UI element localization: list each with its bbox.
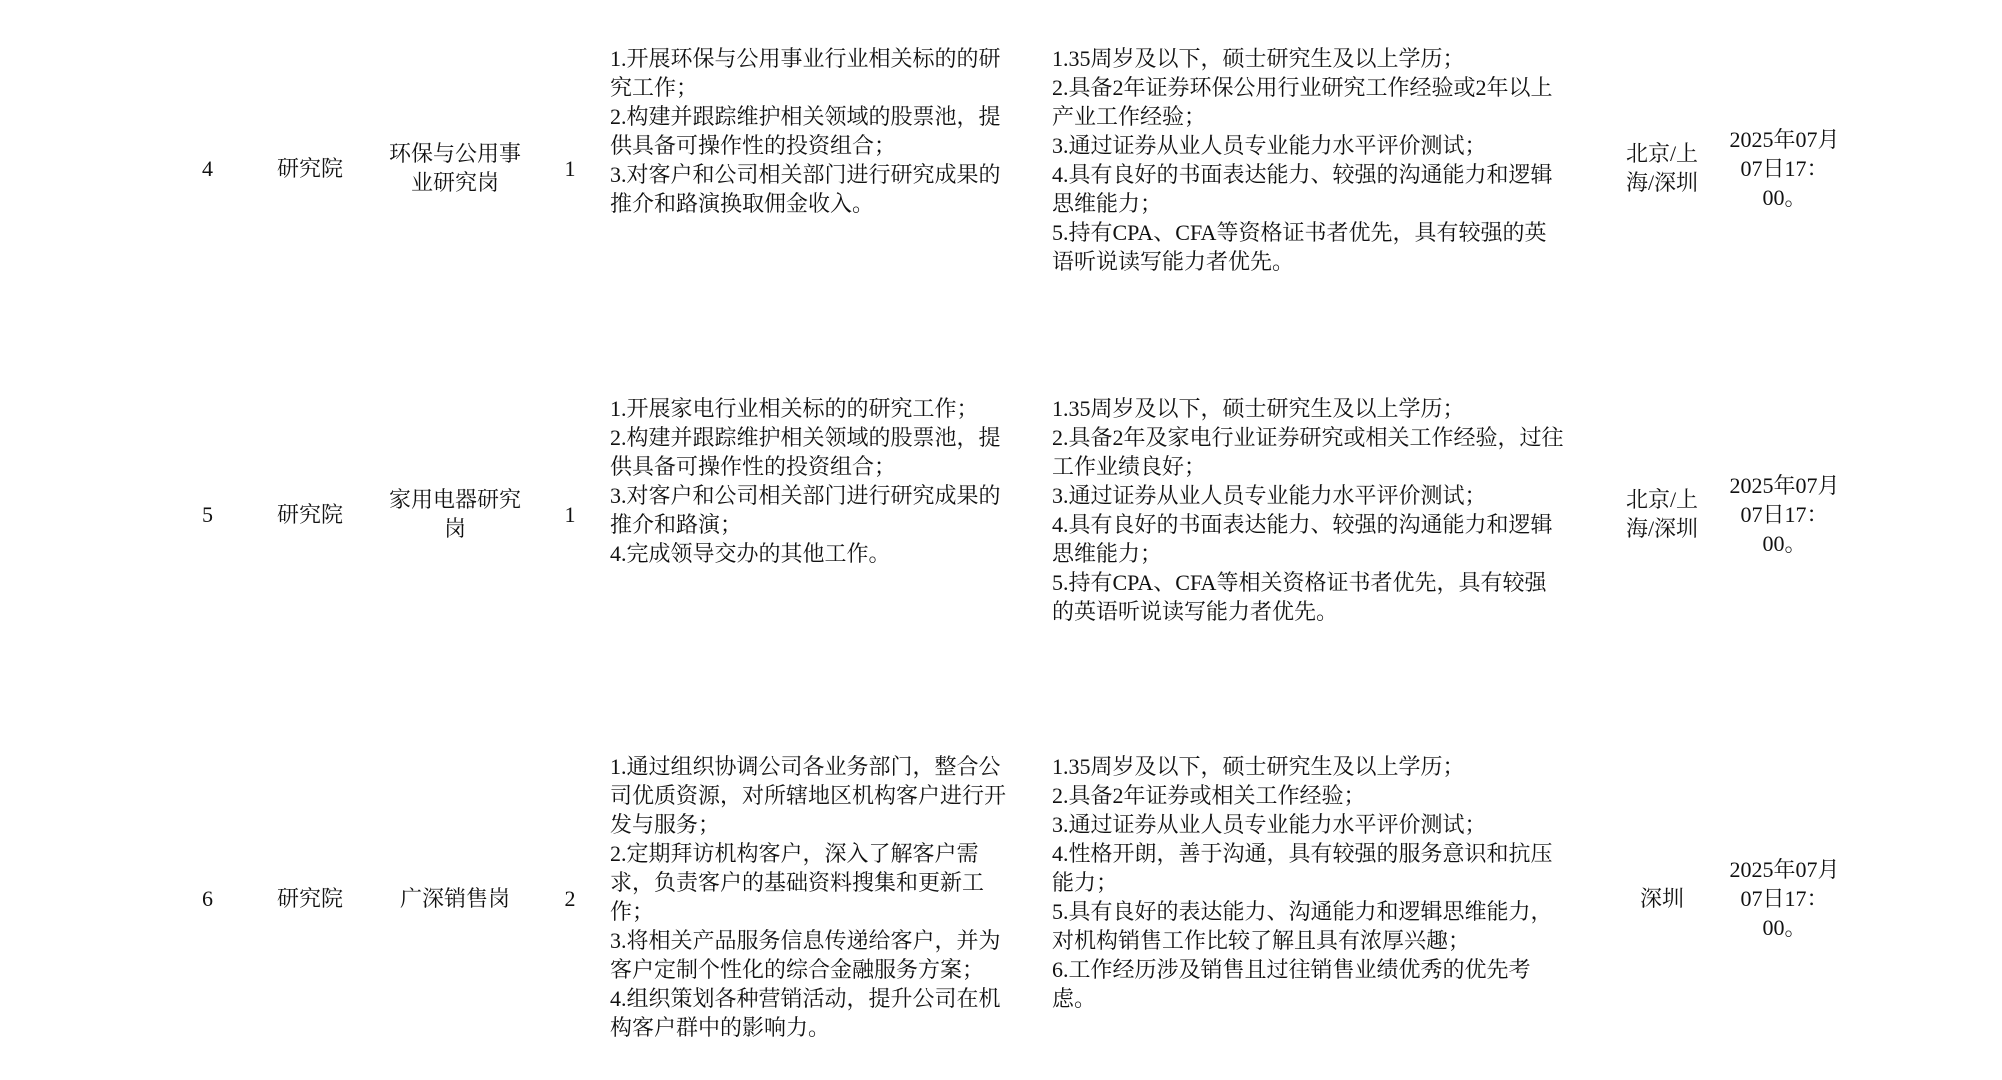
row-number: 5 <box>202 501 213 527</box>
department: 研究院 <box>276 885 343 911</box>
table-row <box>0 752 2002 1044</box>
department: 研究院 <box>276 501 343 527</box>
position-title: 广深销售岗 <box>399 885 510 911</box>
application-deadline: 2025年07月 07日17： 00。 <box>1729 126 1840 210</box>
application-deadline: 2025年07月 07日17： 00。 <box>1729 856 1840 940</box>
job-requirements: 1.35周岁及以下，硕士研究生及以上学历； 2.具备2年及家电行业证券研究或相关工作经验，过往 工作业绩良好； 3.通过证券从业人员专业能力水平评价测试； 4.具有良好的书面表达能力、较强的沟通能力和逻辑 思维能力； 5.持有CPA、CFA等相关资格证书者优先，具有较强 的英语听说读写能力者优先。 <box>1052 396 1564 624</box>
row-number: 6 <box>202 885 213 911</box>
headcount: 1 <box>564 155 576 181</box>
headcount: 1 <box>564 501 576 527</box>
position-title: 环保与公用事 业研究岗 <box>388 141 521 195</box>
position-title: 家用电器研究 岗 <box>388 487 521 541</box>
table-row <box>0 44 2002 292</box>
row-number: 4 <box>202 155 213 181</box>
job-requirements: 1.35周岁及以下，硕士研究生及以上学历； 2.具备2年证券环保公用行业研究工作经验或2年以上 产业工作经验； 3.通过证券从业人员专业能力水平评价测试； 4.具有良好的书面表达能力、较强的沟通能力和逻辑 思维能力； 5.持有CPA、CFA等资格证书者优先，具有较强的英 语听说读写能力者优先。 <box>1052 46 1553 274</box>
application-deadline: 2025年07月 07日17： 00。 <box>1729 472 1840 556</box>
department: 研究院 <box>276 155 343 181</box>
work-location: 北京/上 海/深圳 <box>1625 141 1699 195</box>
table-row <box>0 394 2002 634</box>
work-location: 北京/上 海/深圳 <box>1625 487 1699 541</box>
headcount: 2 <box>564 885 576 911</box>
job-duties: 1.开展家电行业相关标的的研究工作； 2.构建并跟踪维护相关领域的股票池，提 供具备可操作性的投资组合； 3.对客户和公司相关部门进行研究成果的 推介和路演； 4.完成领导交办的其他工作。 <box>610 396 1001 566</box>
job-duties: 1.开展环保与公用事业行业相关标的的研 究工作； 2.构建并跟踪维护相关领域的股票池，提 供具备可操作性的投资组合； 3.对客户和公司相关部门进行研究成果的 推介和路演换取佣金收入。 <box>610 46 1001 216</box>
job-requirements: 1.35周岁及以下，硕士研究生及以上学历； 2.具备2年证券或相关工作经验； 3.通过证券从业人员专业能力水平评价测试； 4.性格开朗，善于沟通，具有较强的服务意识和抗压 能力； 5.具有良好的表达能力、沟通能力和逻辑思维能力， 对机构销售工作比较了解且具有浓厚兴趣； 6.工作经历涉及销售且过往销售业绩优秀的优先考 虑。 <box>1052 754 1553 1011</box>
job-duties: 1.通过组织协调公司各业务部门，整合公 司优质资源，对所辖地区机构客户进行开 发与服务； 2.定期拜访机构客户，深入了解客户需 求，负责客户的基础资料搜集和更新工 作； 3.将相关产品服务信息传递给客户，并为 客户定制个性化的综合金融服务方案； 4.组织策划各种营销活动，提升公司在机 构客户群中的影响力。 <box>610 754 1007 1040</box>
work-location: 深圳 <box>1639 885 1684 911</box>
